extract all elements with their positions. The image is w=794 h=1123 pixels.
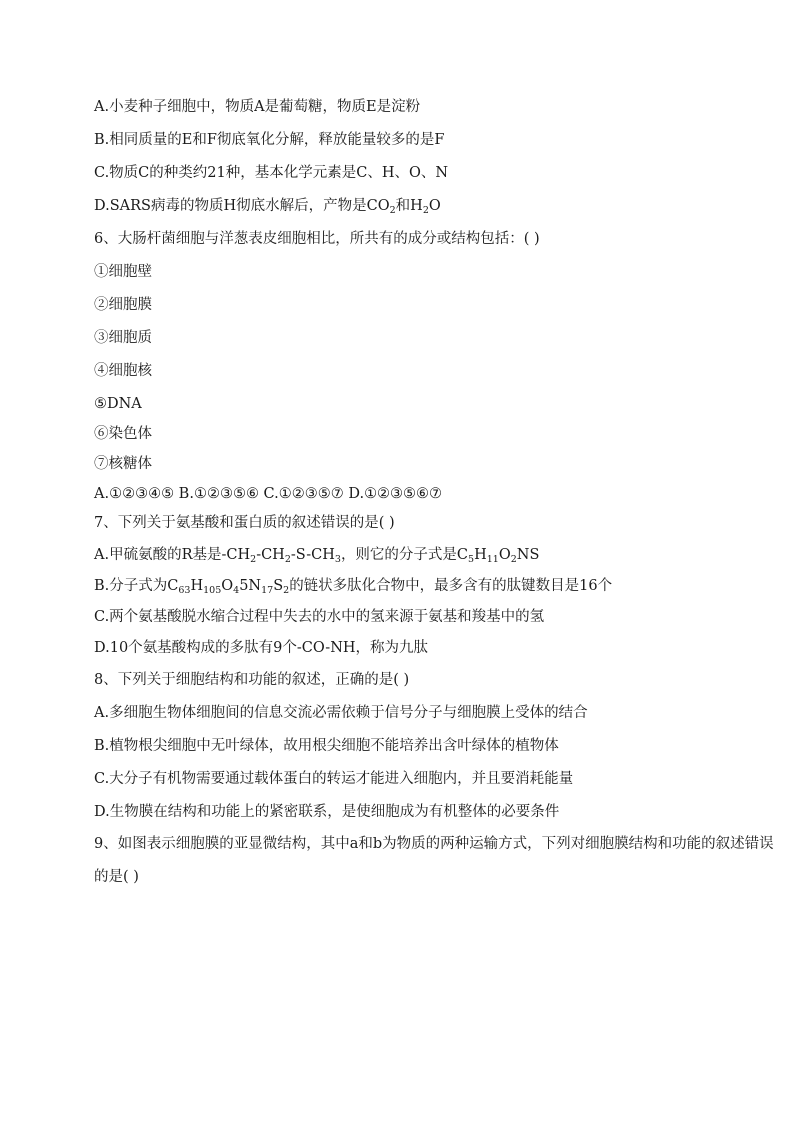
q7-option-a: A.甲硫氨酸的R基是$-CH_2-CH_2-S-CH_3$，则它的分子式是$C_5H_{11}O_2NS$ bbox=[94, 547, 540, 565]
q7-option-b: B.分子式为$C_{63}H_{105}O_45N_{17}S_2$的链状多肽化合物中，最多含有的肽键数目是16个 bbox=[94, 578, 613, 596]
q6-item-1: ①细胞壁 bbox=[94, 264, 152, 280]
q6-item-5: ⑤DNA bbox=[94, 396, 142, 412]
q5-option-c: C.物质C的种类约21种，基本化学元素是C、H、O、N bbox=[94, 165, 449, 181]
q8-option-a: A.多细胞生物体细胞间的信息交流必需依赖于信号分子与细胞膜上受体的结合 bbox=[94, 705, 588, 721]
q9-stem: 9、如图表示细胞膜的亚显微结构，其中a和b为物质的两种运输方式，下列对细胞膜结构和功能的叙述错误的是( ) bbox=[94, 836, 774, 885]
q6-item-4: ④细胞核 bbox=[94, 363, 152, 379]
q8-option-c: C.大分子有机物需要通过载体蛋白的转运才能进入细胞内，并且要消耗能量 bbox=[94, 771, 574, 787]
q8-option-d: D.生物膜在结构和功能上的紧密联系，是使细胞成为有机整体的必要条件 bbox=[94, 804, 560, 820]
q6-item-6: ⑥染色体 bbox=[94, 426, 152, 442]
q6-item-2: ②细胞膜 bbox=[94, 297, 152, 313]
q6-stem: 6、大肠杆菌细胞与洋葱表皮细胞相比，所共有的成分或结构包括：( ) bbox=[94, 231, 540, 247]
q6-item-7: ⑦核糖体 bbox=[94, 456, 152, 472]
q7-option-c: C.两个氨基酸脱水缩合过程中失去的水中的氢来源于氨基和羧基中的氢 bbox=[94, 609, 545, 625]
q6-item-3: ③细胞质 bbox=[94, 330, 152, 346]
q5-option-d: D.SARS病毒的物质H彻底水解后，产物是$CO_2$和$H_2O$ bbox=[94, 198, 441, 216]
q6-answer-choices: A.①②③④⑤ B.①②③⑤⑥ C.①②③⑤⑦ D.①②③⑤⑥⑦ bbox=[94, 486, 443, 502]
q7-stem: 7、下列关于氨基酸和蛋白质的叙述错误的是( ) bbox=[94, 515, 395, 531]
q5-option-a: A.小麦种子细胞中，物质A是葡萄糖，物质E是淀粉 bbox=[94, 99, 421, 115]
q7-option-d: D.10个氨基酸构成的多肽有9个-CO-NH，称为九肽 bbox=[94, 640, 429, 656]
q8-stem: 8、下列关于细胞结构和功能的叙述，正确的是( ) bbox=[94, 672, 410, 688]
q5-option-b: B.相同质量的E和F彻底氧化分解，释放能量较多的是F bbox=[94, 132, 445, 148]
q8-option-b: B.植物根尖细胞中无叶绿体，故用根尖细胞不能培养出含叶绿体的植物体 bbox=[94, 738, 559, 754]
